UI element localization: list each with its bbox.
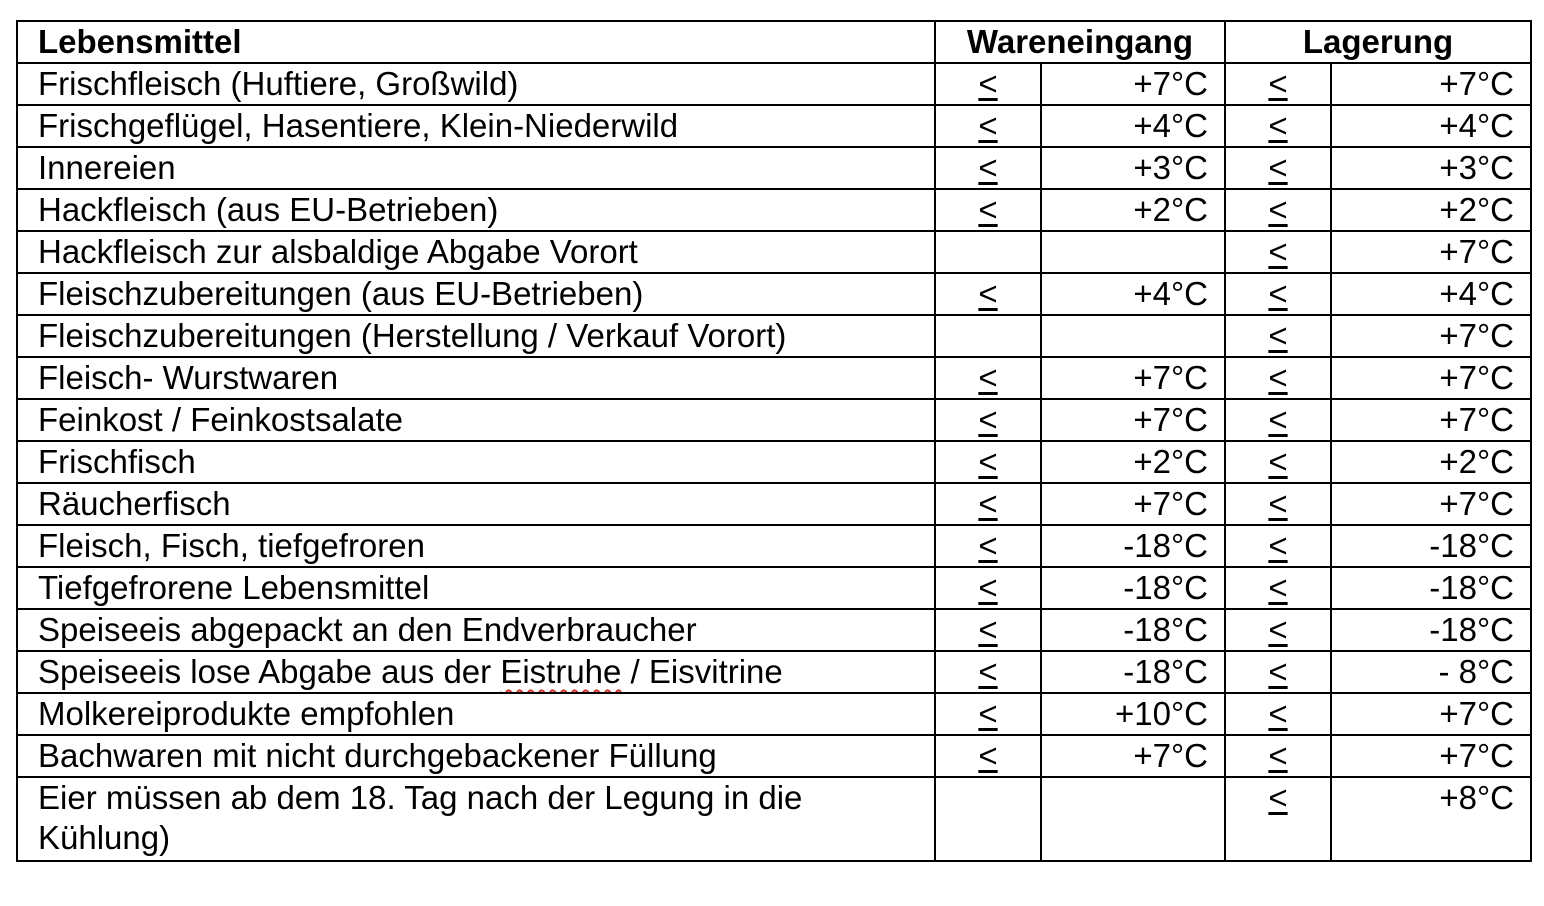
food-name: Fleisch- Wurstwaren xyxy=(17,357,935,399)
storage-value: +4°C xyxy=(1331,273,1531,315)
table-row xyxy=(17,777,1531,861)
receipt-symbol: < xyxy=(935,147,1041,189)
header-storage: Lagerung xyxy=(1225,21,1531,63)
food-name: Fleischzubereitungen (aus EU-Betrieben) xyxy=(17,273,935,315)
storage-value: +7°C xyxy=(1331,63,1531,105)
storage-symbol: < xyxy=(1225,231,1331,273)
receipt-value: +3°C xyxy=(1041,147,1225,189)
table-row xyxy=(17,567,1531,609)
food-name: Fleischzubereitungen (Herstellung / Verkauf Vorort) xyxy=(17,315,935,357)
food-name: Hackfleisch (aus EU-Betrieben) xyxy=(17,189,935,231)
storage-symbol: < xyxy=(1225,693,1331,735)
storage-symbol: < xyxy=(1225,651,1331,693)
food-name: Innereien xyxy=(17,147,935,189)
food-name: Bachwaren mit nicht durchgebackener Füllung xyxy=(17,735,935,777)
storage-symbol: < xyxy=(1225,609,1331,651)
table-row xyxy=(17,693,1531,735)
storage-value: - 8°C xyxy=(1331,651,1531,693)
food-name: Hackfleisch zur alsbaldige Abgabe Vorort xyxy=(17,231,935,273)
food-name: Molkereiprodukte empfohlen xyxy=(17,693,935,735)
table-row xyxy=(17,651,1531,693)
receipt-symbol: < xyxy=(935,399,1041,441)
receipt-value xyxy=(1041,315,1225,357)
receipt-symbol: < xyxy=(935,609,1041,651)
receipt-value: +4°C xyxy=(1041,273,1225,315)
storage-value: +7°C xyxy=(1331,735,1531,777)
storage-symbol: < xyxy=(1225,777,1331,861)
storage-symbol: < xyxy=(1225,735,1331,777)
receipt-symbol xyxy=(935,777,1041,861)
storage-value: +7°C xyxy=(1331,693,1531,735)
table-row xyxy=(17,609,1531,651)
receipt-symbol: < xyxy=(935,567,1041,609)
food-name: Frischgeflügel, Hasentiere, Klein-Niederwild xyxy=(17,105,935,147)
receipt-symbol: < xyxy=(935,651,1041,693)
food-name: Speiseeis lose Abgabe aus der Eistruhe / Eisvitrine xyxy=(17,651,935,693)
receipt-symbol: < xyxy=(935,357,1041,399)
receipt-symbol: < xyxy=(935,525,1041,567)
receipt-symbol xyxy=(935,231,1041,273)
receipt-value: +7°C xyxy=(1041,735,1225,777)
receipt-value: +7°C xyxy=(1041,483,1225,525)
food-name: Fleisch, Fisch, tiefgefroren xyxy=(17,525,935,567)
receipt-value: -18°C xyxy=(1041,525,1225,567)
receipt-value: -18°C xyxy=(1041,609,1225,651)
table-row xyxy=(17,315,1531,357)
storage-symbol: < xyxy=(1225,315,1331,357)
temperature-table xyxy=(16,20,1532,862)
storage-value: +7°C xyxy=(1331,357,1531,399)
food-name: Räucherfisch xyxy=(17,483,935,525)
header-row xyxy=(17,21,1531,63)
receipt-value: -18°C xyxy=(1041,567,1225,609)
table-row xyxy=(17,105,1531,147)
table-row xyxy=(17,231,1531,273)
receipt-value: +10°C xyxy=(1041,693,1225,735)
table-row xyxy=(17,63,1531,105)
storage-value: +2°C xyxy=(1331,441,1531,483)
table-row xyxy=(17,357,1531,399)
table-row xyxy=(17,735,1531,777)
receipt-value: +2°C xyxy=(1041,189,1225,231)
table-row xyxy=(17,399,1531,441)
storage-symbol: < xyxy=(1225,441,1331,483)
storage-value: +3°C xyxy=(1331,147,1531,189)
receipt-symbol: < xyxy=(935,693,1041,735)
receipt-value: +2°C xyxy=(1041,441,1225,483)
storage-value: +8°C xyxy=(1331,777,1531,861)
storage-value: -18°C xyxy=(1331,609,1531,651)
table-row xyxy=(17,441,1531,483)
storage-value: +7°C xyxy=(1331,483,1531,525)
receipt-symbol: < xyxy=(935,105,1041,147)
storage-symbol: < xyxy=(1225,189,1331,231)
receipt-symbol: < xyxy=(935,483,1041,525)
storage-symbol: < xyxy=(1225,567,1331,609)
table-row xyxy=(17,147,1531,189)
table-row xyxy=(17,483,1531,525)
food-name: Feinkost / Feinkostsalate xyxy=(17,399,935,441)
table-row xyxy=(17,189,1531,231)
receipt-symbol: < xyxy=(935,441,1041,483)
header-food: Lebensmittel xyxy=(17,21,935,63)
storage-value: +4°C xyxy=(1331,105,1531,147)
storage-symbol: < xyxy=(1225,525,1331,567)
receipt-value: +7°C xyxy=(1041,357,1225,399)
storage-value: +7°C xyxy=(1331,399,1531,441)
storage-symbol: < xyxy=(1225,357,1331,399)
table-row xyxy=(17,273,1531,315)
receipt-symbol: < xyxy=(935,63,1041,105)
food-name: Tiefgefrorene Lebensmittel xyxy=(17,567,935,609)
storage-value: +7°C xyxy=(1331,231,1531,273)
receipt-symbol xyxy=(935,315,1041,357)
receipt-symbol: < xyxy=(935,189,1041,231)
storage-symbol: < xyxy=(1225,147,1331,189)
receipt-symbol: < xyxy=(935,273,1041,315)
receipt-value: -18°C xyxy=(1041,651,1225,693)
receipt-value: +7°C xyxy=(1041,63,1225,105)
receipt-symbol: < xyxy=(935,735,1041,777)
spellcheck-word: Eistruhe xyxy=(500,653,622,690)
storage-value: +7°C xyxy=(1331,315,1531,357)
receipt-value xyxy=(1041,777,1225,861)
storage-symbol: < xyxy=(1225,399,1331,441)
food-name: Frischfisch xyxy=(17,441,935,483)
food-name: Speiseeis abgepackt an den Endverbraucher xyxy=(17,609,935,651)
receipt-value xyxy=(1041,231,1225,273)
receipt-value: +7°C xyxy=(1041,399,1225,441)
header-receipt: Wareneingang xyxy=(935,21,1225,63)
storage-symbol: < xyxy=(1225,63,1331,105)
food-name: Eier müssen ab dem 18. Tag nach der Legung in die Kühlung) xyxy=(17,777,935,861)
storage-value: -18°C xyxy=(1331,567,1531,609)
table-row xyxy=(17,525,1531,567)
storage-symbol: < xyxy=(1225,105,1331,147)
storage-value: -18°C xyxy=(1331,525,1531,567)
storage-value: +2°C xyxy=(1331,189,1531,231)
food-name: Frischfleisch (Huftiere, Großwild) xyxy=(17,63,935,105)
storage-symbol: < xyxy=(1225,483,1331,525)
storage-symbol: < xyxy=(1225,273,1331,315)
receipt-value: +4°C xyxy=(1041,105,1225,147)
temperature-table-container xyxy=(16,20,1532,862)
